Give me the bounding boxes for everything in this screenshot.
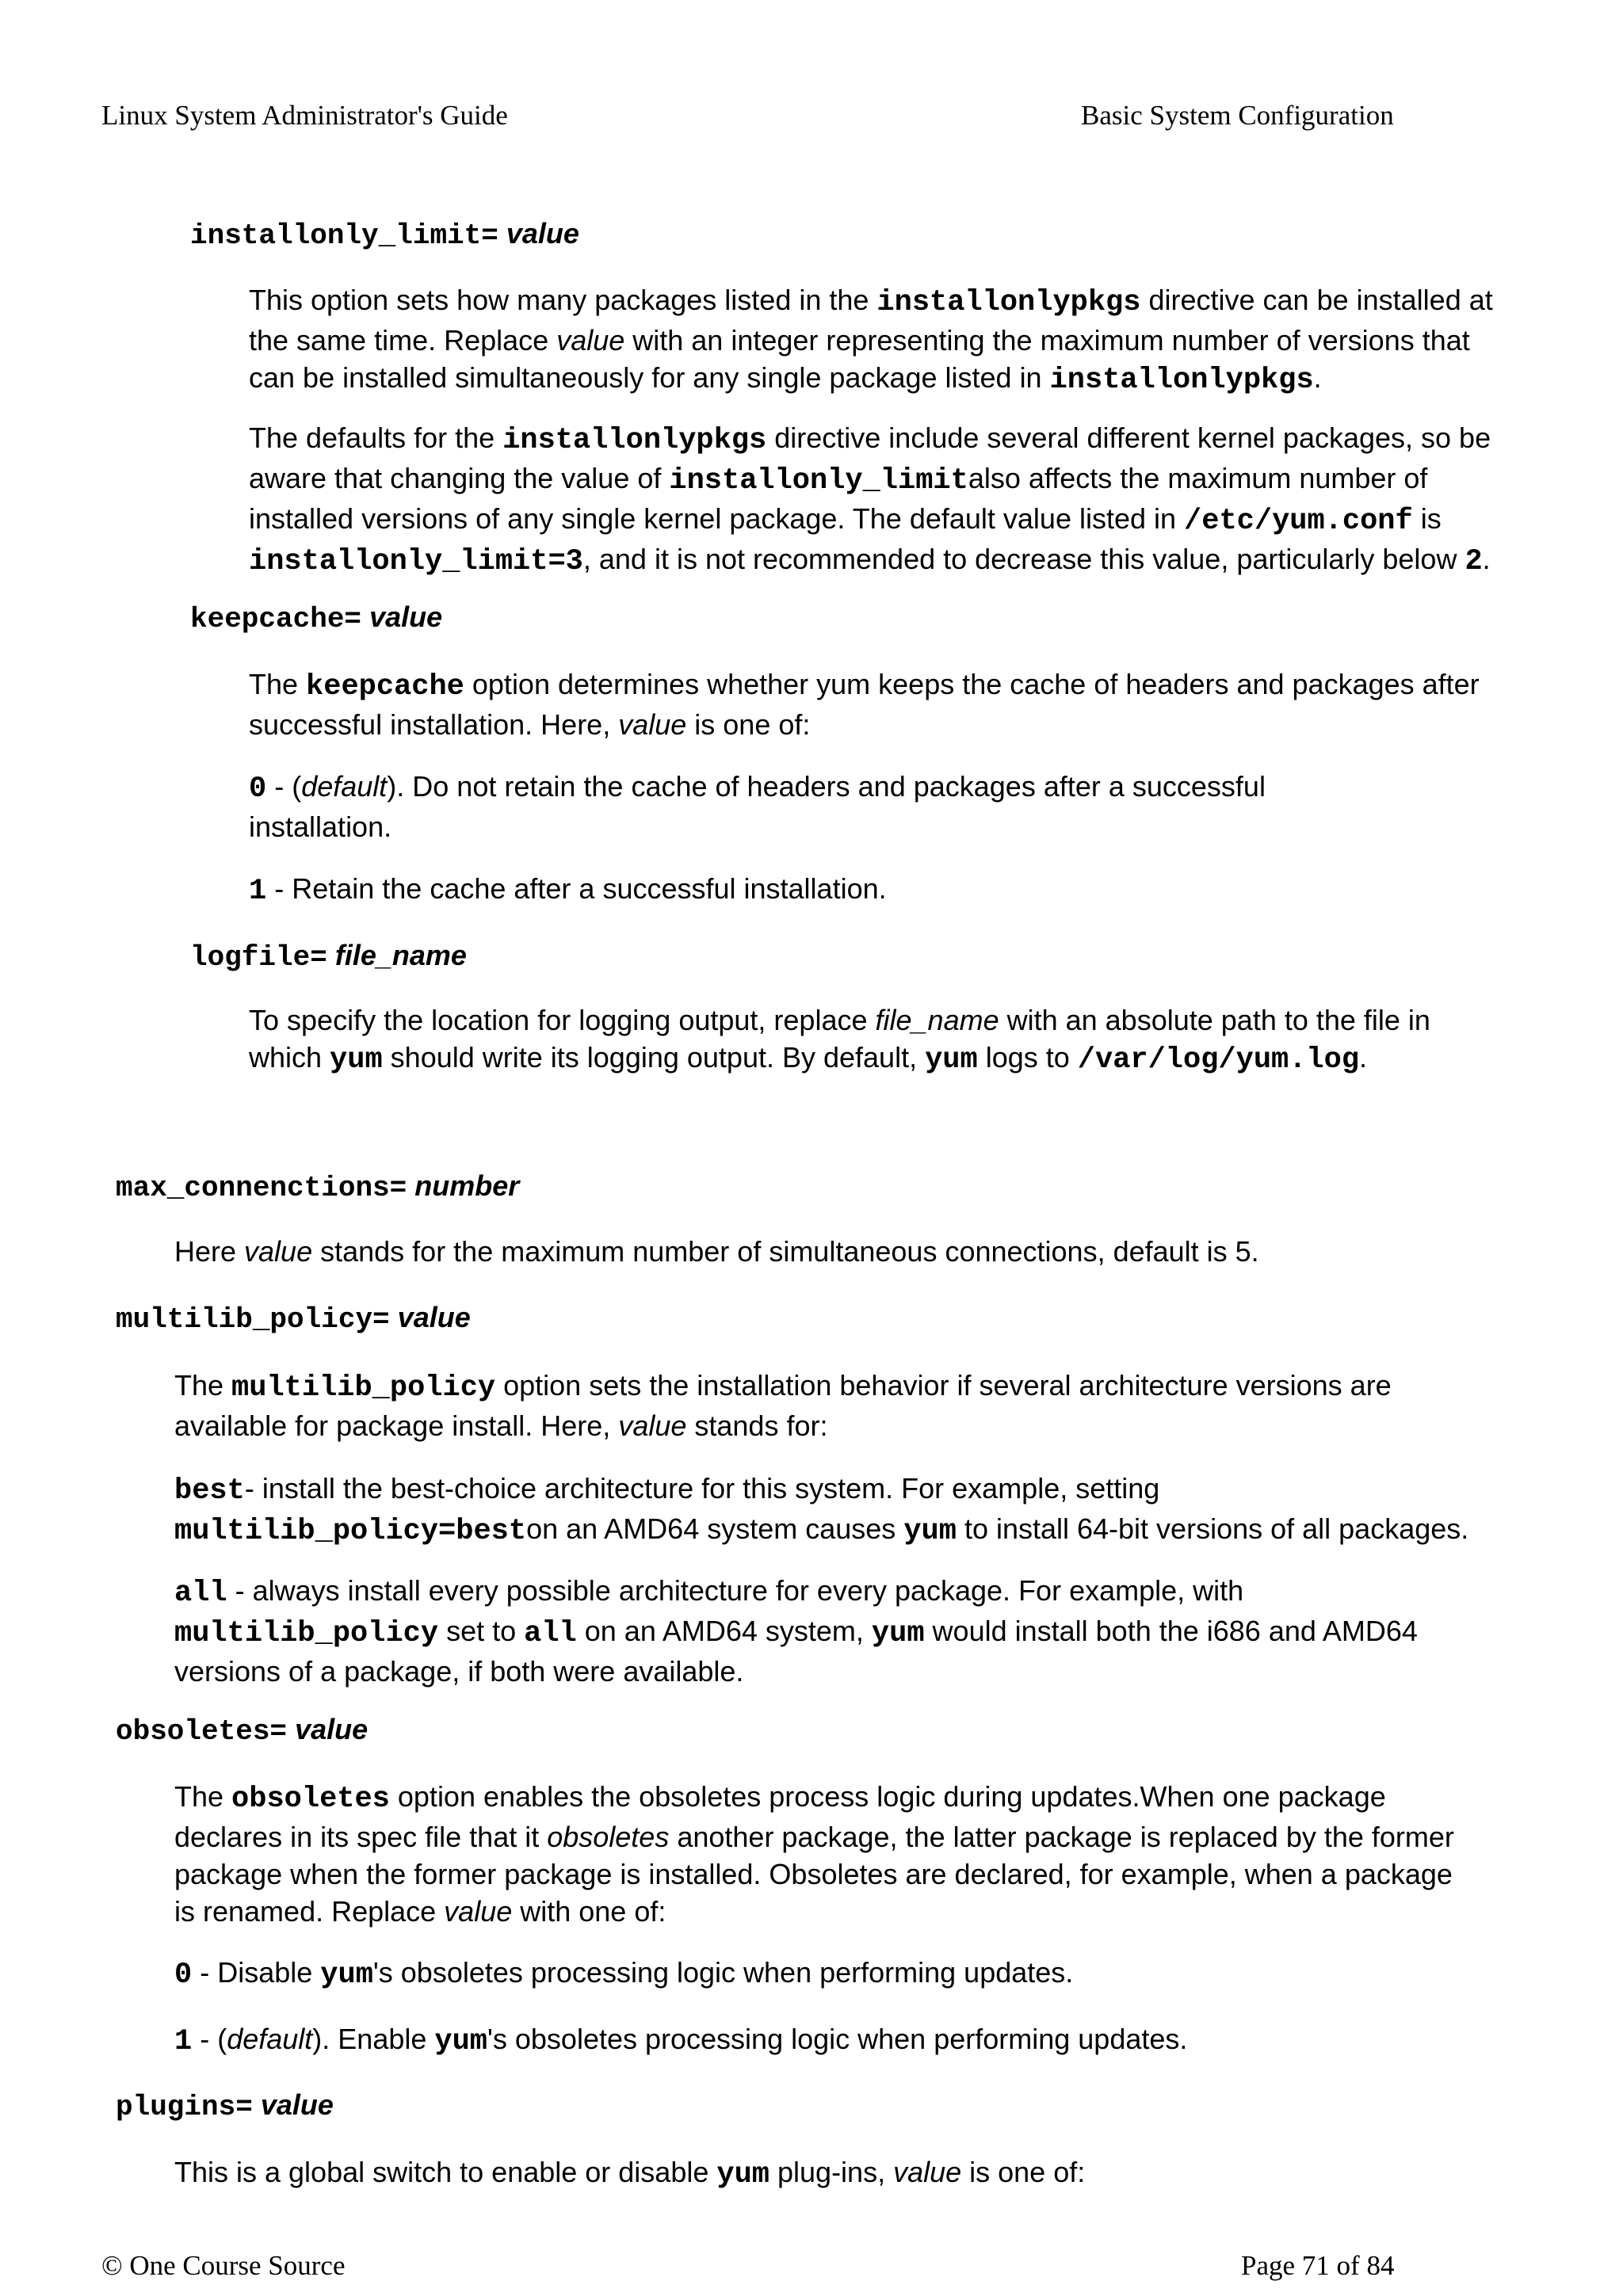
text: - Disable: [192, 1956, 321, 1989]
keepcache-description: [249, 666, 1517, 743]
keepcache-option-0: [249, 768, 1311, 845]
text: 's obsoletes processing logic when performing updates.: [372, 1956, 1074, 1989]
text: , and it is not recommended to decrease this value, particularly below: [582, 543, 1465, 575]
max-connenctions-description: [174, 1233, 1522, 1270]
running-footer-copyright: © One Course Source: [101, 2250, 346, 2281]
plugins-description: [174, 2153, 1522, 2194]
emphasis-text: obsoletes: [547, 1821, 670, 1853]
running-header-section: Basic System Configuration: [1081, 100, 1394, 131]
code-text: 1: [174, 2025, 193, 2058]
emphasis-text: default: [227, 2023, 313, 2055]
text: would install both the i686 and AMD64 versions of a package, if both were available.: [174, 1615, 1418, 1688]
text: option determines whether yum keeps the cache of headers and packages after successful installation. Here,: [249, 668, 1480, 741]
text: option sets the installation behavior if several architecture versions are available for package install. Here,: [174, 1369, 1392, 1442]
term-arg: value: [506, 217, 579, 250]
term-key: keepcache=: [190, 603, 362, 635]
code-text: 1: [249, 875, 267, 908]
obsoletes-option-0: [174, 1954, 1522, 1994]
code-text: all: [524, 1617, 577, 1650]
term-installonly-limit: [190, 215, 579, 254]
text: on an AMD64 system,: [576, 1615, 872, 1647]
text: is one of:: [961, 2156, 1086, 2188]
code-text: /var/log/yum.log: [1077, 1043, 1360, 1077]
code-text: keepcache: [306, 670, 464, 704]
obsoletes-option-1: [174, 2020, 1522, 2061]
text: is: [1412, 502, 1442, 535]
code-text: yum: [330, 1043, 383, 1077]
text: stands for the maximum number of simultaneous connections, default is 5.: [312, 1235, 1259, 1268]
text: on an AMD64 system causes: [526, 1512, 904, 1545]
text: - Retain the cache after a successful installation.: [266, 872, 887, 905]
text: To specify the location for logging output, replace: [249, 1004, 876, 1036]
text: Here: [174, 1235, 245, 1268]
term-arg: number: [414, 1169, 520, 1202]
text: another package, the latter package is replaced by the former package when the former package is installed. Obsoletes are declared, for example, when a package is renamed. Replace: [174, 1821, 1454, 1928]
text: The: [174, 1369, 232, 1402]
term-multilib-policy: [116, 1299, 471, 1338]
text: .: [1359, 1041, 1368, 1074]
text: This option sets how many packages listed in the: [249, 284, 877, 316]
emphasis-text: value: [556, 324, 625, 357]
term-key: logfile=: [190, 941, 327, 974]
term-arg: file_name: [334, 939, 467, 971]
text: 's obsoletes processing logic when performing updates.: [487, 2023, 1188, 2055]
term-key: max_connenctions=: [116, 1172, 407, 1204]
code-text: installonlypkgs: [502, 424, 767, 457]
code-text: yum: [871, 1617, 925, 1650]
term-key: installonly_limit=: [190, 219, 498, 252]
code-text: yum: [925, 1043, 978, 1077]
text: - (: [266, 770, 302, 803]
text: directive include several different kernel packages, so be aware that changing the value of: [249, 421, 1491, 494]
text: .: [1313, 361, 1322, 394]
text: with an absolute path to the file in which: [249, 1004, 1430, 1074]
term-logfile: [190, 937, 467, 976]
text: is one of:: [686, 708, 811, 741]
multilib-policy-best: [174, 1470, 1522, 1550]
text: with an integer representing the maximum number of versions that can be installed simultaneously for any single package listed in: [249, 324, 1470, 394]
text: The defaults for the: [249, 421, 503, 454]
term-arg: value: [369, 601, 443, 633]
text: logs to: [977, 1041, 1078, 1074]
code-text: installonlypkgs: [1049, 364, 1314, 397]
running-header-title: Linux System Administrator's Guide: [101, 100, 508, 131]
code-text: 0: [249, 772, 267, 806]
text: - always install every possible architecture for every package. For example, with: [227, 1574, 1244, 1607]
page-number: Page 71 of 84: [1241, 2250, 1395, 2281]
text: .: [1482, 543, 1491, 575]
term-key: obsoletes=: [116, 1715, 288, 1748]
text: This is a global switch to enable or disable: [174, 2156, 717, 2188]
multilib-policy-description: [174, 1367, 1442, 1444]
logfile-description: [249, 1001, 1485, 1079]
code-text: yum: [716, 2158, 769, 2191]
code-text: installonly_limit=3: [249, 545, 583, 578]
text: set to: [438, 1615, 525, 1647]
code-text: installonly_limit: [669, 464, 968, 498]
text: - (: [192, 2023, 227, 2055]
text: to install 64-bit versions of all packages.: [956, 1512, 1469, 1545]
text: plug-ins,: [769, 2156, 894, 2188]
text: stands for:: [686, 1409, 828, 1442]
term-arg: value: [295, 1713, 369, 1745]
code-text: multilib_policy=best: [174, 1515, 527, 1548]
code-text: /etc/yum.conf: [1184, 505, 1413, 538]
code-text: multilib_policy: [231, 1371, 496, 1405]
emphasis-text: default: [301, 770, 388, 803]
code-text: obsoletes: [231, 1783, 390, 1816]
term-max-connenctions: [116, 1168, 519, 1207]
term-arg: value: [260, 2088, 334, 2121]
text: ). Do not retain the cache of headers and packages after a successful installation.: [249, 770, 1266, 843]
emphasis-text: value: [618, 708, 687, 741]
text: also affects the maximum number of installed versions of any single kernel package. The default value listed in: [249, 462, 1428, 535]
keepcache-option-1: [249, 870, 1438, 910]
term-obsoletes: [116, 1711, 368, 1750]
emphasis-text: value: [618, 1409, 687, 1442]
code-text: all: [174, 1577, 227, 1610]
text: option enables the obsoletes process logic during updates.When one package declares in its spec file that it: [174, 1780, 1386, 1853]
emphasis-text: value: [244, 1235, 313, 1268]
installonly-limit-defaults: [249, 419, 1501, 581]
code-text: yum: [903, 1515, 957, 1548]
term-keepcache: [190, 599, 442, 638]
code-text: yum: [320, 1958, 373, 1992]
text: ). Enable: [312, 2023, 435, 2055]
code-text: multilib_policy: [174, 1617, 439, 1650]
code-text: installonlypkgs: [876, 286, 1141, 319]
code-text: 2: [1465, 545, 1483, 578]
emphasis-text: value: [893, 2156, 962, 2188]
text: should write its logging output. By default,: [382, 1041, 926, 1074]
term-key: multilib_policy=: [116, 1303, 390, 1336]
installonly-limit-description: [249, 281, 1501, 399]
text: The: [249, 668, 307, 700]
code-text: yum: [434, 2025, 488, 2058]
text: The: [174, 1780, 232, 1813]
code-text: best: [174, 1474, 245, 1508]
text: with one of:: [512, 1895, 666, 1928]
code-text: 0: [174, 1958, 193, 1992]
term-arg: value: [397, 1301, 471, 1333]
obsoletes-description: [174, 1778, 1458, 1930]
text: - install the best-choice architecture for this system. For example, setting: [244, 1472, 1160, 1505]
multilib-policy-all: [174, 1572, 1490, 1690]
emphasis-text: file_name: [875, 1004, 999, 1036]
text: directive can be installed at the same time. Replace: [249, 284, 1493, 357]
term-key: plugins=: [116, 2091, 253, 2123]
term-plugins: [116, 2087, 334, 2126]
emphasis-text: value: [444, 1895, 513, 1928]
